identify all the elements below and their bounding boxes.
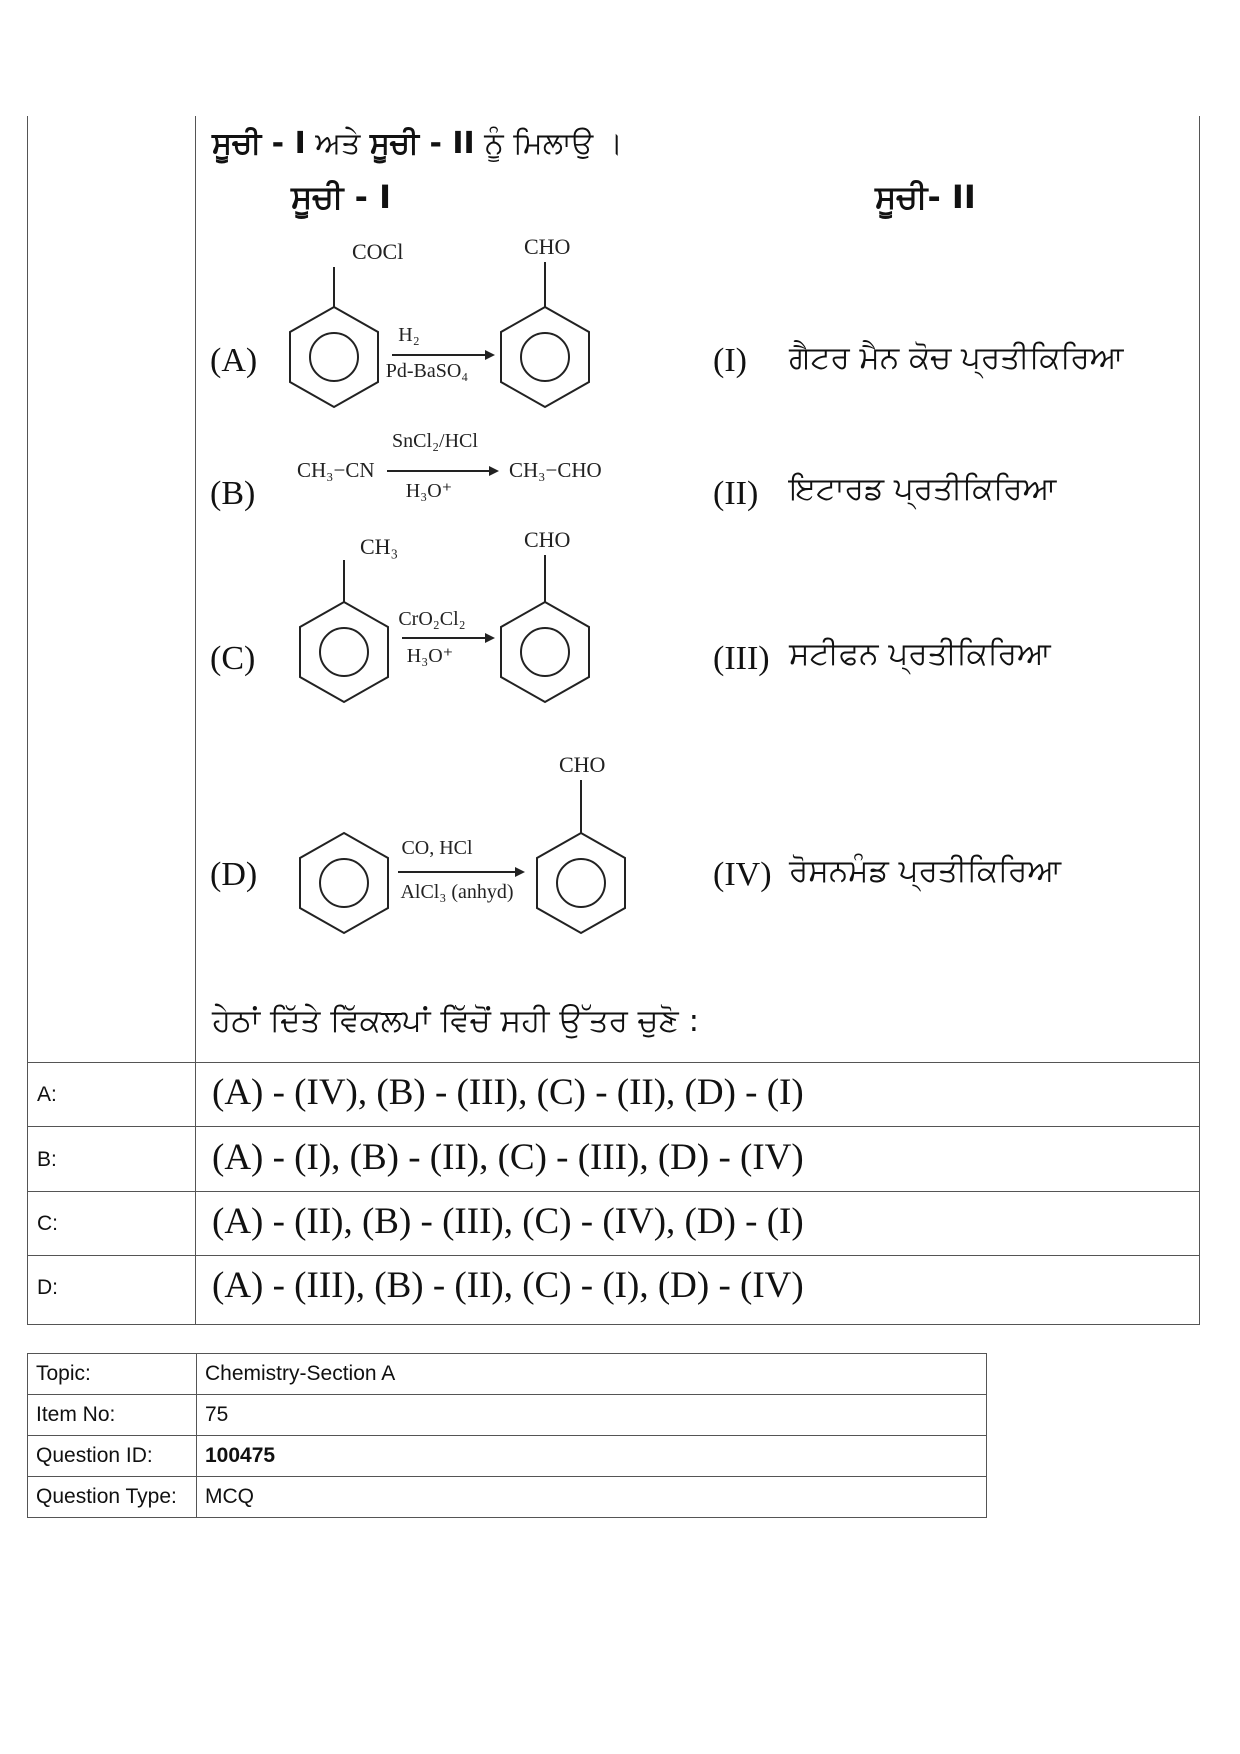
right-border xyxy=(1199,116,1200,1325)
meta-row-qid xyxy=(28,1436,987,1477)
question-meta-table xyxy=(27,1353,987,1518)
instruction-match: ਨੂੰ ਮਿਲਾਉ । xyxy=(474,126,623,161)
option-d-text[interactable]: (A) - (III), (B) - (II), (C) - (I), (D) - (IV) xyxy=(212,1265,804,1306)
list2-text-ii: ਇਟਾਰਡ ਪ੍ਰਤੀਕਿਰਿਆ xyxy=(789,471,1057,507)
list1-label-d: (D) xyxy=(210,856,258,893)
reaction-d-reagent-bottom: AlCl₃ (anhyd) xyxy=(400,881,514,903)
instruction-list2: ਸੂਚੀ - II xyxy=(369,126,475,161)
option-b-text[interactable]: (A) - (I), (B) - (II), (C) - (III), (D) - (IV) xyxy=(212,1137,804,1178)
reaction-c-reagent-top: CrO₂Cl₂ xyxy=(398,608,466,630)
list2-label-i: (I) xyxy=(713,342,747,379)
item-label: Item No: xyxy=(28,1395,197,1436)
type-value: MCQ xyxy=(197,1477,987,1518)
meta-row-item xyxy=(28,1395,987,1436)
row-divider xyxy=(27,1126,1200,1127)
list1-label-b: (B) xyxy=(210,475,256,512)
reaction-d-diagram xyxy=(282,741,702,1041)
instruction xyxy=(212,126,623,161)
list1-heading: ਸੂਚੀ - I xyxy=(291,178,391,216)
reaction-a-reagent-bottom: Pd-BaSO₄ xyxy=(385,360,469,382)
option-a-text[interactable]: (A) - (IV), (B) - (III), (C) - (II), (D) - (I) xyxy=(212,1072,804,1113)
answer-prompt: ਹੇਠਾਂ ਦਿੱਤੇ ਵਿੱਕਲਪਾਂ ਵਿੱਚੋਂ ਸਹੀ ਉੱਤਰ ਚੁਣੋ : xyxy=(212,1003,700,1039)
reaction-b xyxy=(267,421,667,516)
benzene-ring-icon xyxy=(300,602,388,702)
option-c-key: C: xyxy=(37,1212,58,1235)
aromatic-circle-icon xyxy=(557,859,605,907)
aromatic-circle-icon xyxy=(320,859,368,907)
benzene-ring-icon xyxy=(300,833,388,933)
reaction-b-diagram xyxy=(267,421,667,511)
list2-text-iii: ਸਟੀਫਨ ਪ੍ਰਤੀਕਿਰਿਆ xyxy=(789,636,1051,672)
list2-label-ii: (II) xyxy=(713,475,759,512)
instruction-and: ਅਤੇ xyxy=(305,126,370,161)
list2-label-iv: (IV) xyxy=(713,856,772,893)
option-c-text[interactable]: (A) - (II), (B) - (III), (C) - (IV), (D) - (I) xyxy=(212,1201,804,1242)
reaction-b-product: CH₃−CHO xyxy=(509,458,602,482)
reaction-a-reactant-group: COCl xyxy=(352,239,404,264)
aromatic-circle-icon xyxy=(320,628,368,676)
list2-text-i: ਗੈਟਰ ਮੈਨ ਕੋਚ ਪ੍ਰਤੀਕਿਰਿਆ xyxy=(789,340,1124,376)
reaction-d-reagent-top: CO, HCl xyxy=(401,837,473,859)
aromatic-circle-icon xyxy=(310,333,358,381)
arrow-head-icon xyxy=(515,867,525,877)
qid-value: 100475 xyxy=(197,1436,987,1477)
item-value: 75 xyxy=(197,1395,987,1436)
row-divider xyxy=(27,1191,1200,1192)
topic-value: Chemistry-Section A xyxy=(197,1354,987,1395)
row-divider xyxy=(27,1255,1200,1256)
meta-row-topic xyxy=(28,1354,987,1395)
type-label: Question Type: xyxy=(28,1477,197,1518)
reaction-a-reagent-top: H₂ xyxy=(398,324,420,346)
reaction-c-product-group: CHO xyxy=(524,527,571,552)
bottom-border xyxy=(27,1324,1200,1325)
reaction-d-product-group: CHO xyxy=(559,752,606,777)
option-a-key: A: xyxy=(37,1083,57,1106)
left-border xyxy=(27,116,28,1325)
list1-label-c: (C) xyxy=(210,640,256,677)
reaction-c-reactant-group: CH₃ xyxy=(360,534,399,559)
column-divider xyxy=(195,116,196,1325)
qid-label: Question ID: xyxy=(28,1436,197,1477)
option-b-key: B: xyxy=(37,1148,57,1171)
list2-label-iii: (III) xyxy=(713,640,770,677)
aromatic-circle-icon xyxy=(521,628,569,676)
benzene-ring-icon xyxy=(537,833,625,933)
benzene-ring-icon xyxy=(501,602,589,702)
instruction-list1: ਸੂਚੀ - I xyxy=(212,126,306,161)
list1-label-a: (A) xyxy=(210,342,258,379)
reaction-a-product-group: CHO xyxy=(524,234,571,259)
list2-text-iv: ਰੋਸਨਮੰਡ ਪ੍ਰਤੀਕਿਰਿਆ xyxy=(789,853,1062,889)
reaction-b-reactant: CH₃−CN xyxy=(297,458,375,482)
topic-label: Topic: xyxy=(28,1354,197,1395)
list2-heading: ਸੂਚੀ- II xyxy=(875,178,976,216)
reaction-b-reagent-bottom: H₃O⁺ xyxy=(405,480,453,502)
question-block xyxy=(27,116,1200,1325)
aromatic-circle-icon xyxy=(521,333,569,381)
arrow-head-icon xyxy=(489,466,499,476)
arrow-head-icon xyxy=(485,350,495,360)
option-d-key: D: xyxy=(37,1276,58,1299)
reaction-b-reagent-top: SnCl₂/HCl xyxy=(392,430,478,452)
reaction-c-reagent-bottom: H₃O⁺ xyxy=(406,645,454,667)
reaction-d xyxy=(282,741,702,1046)
benzene-ring-icon xyxy=(290,307,378,407)
arrow-head-icon xyxy=(485,633,495,643)
benzene-ring-icon xyxy=(501,307,589,407)
meta-row-type xyxy=(28,1477,987,1518)
row-divider xyxy=(27,1062,1200,1063)
